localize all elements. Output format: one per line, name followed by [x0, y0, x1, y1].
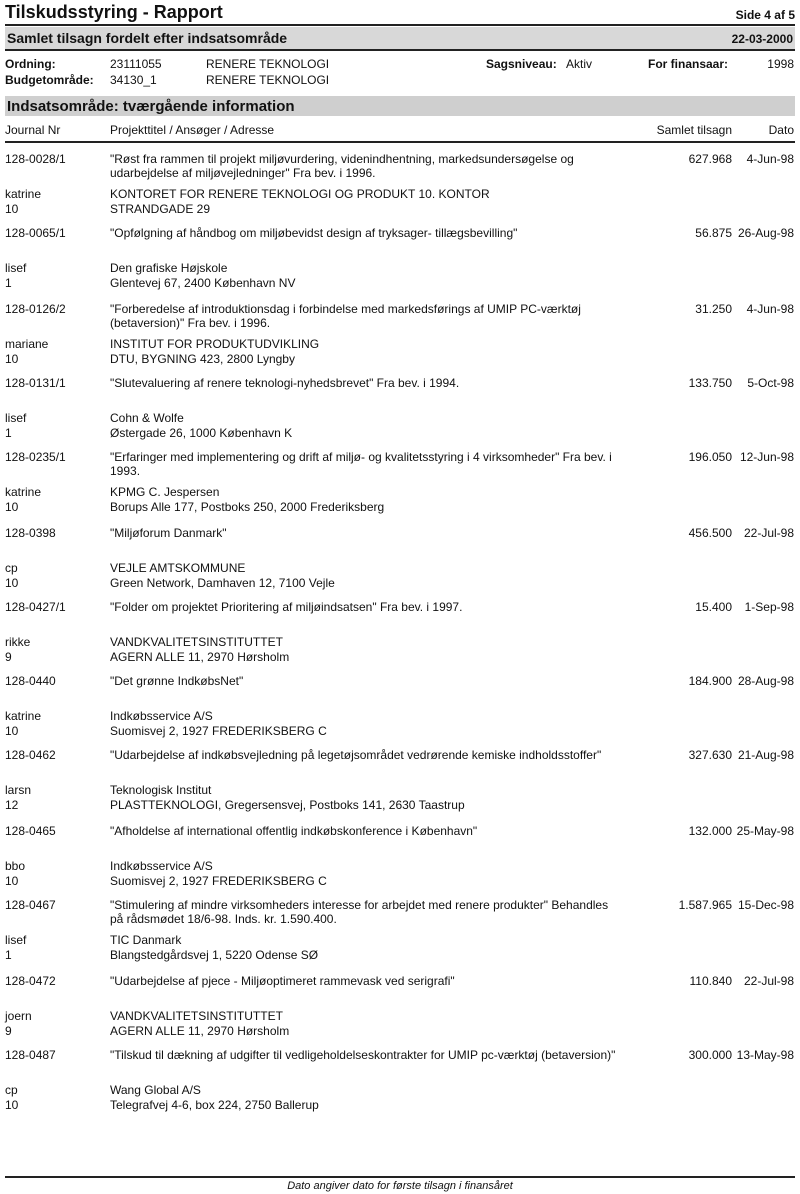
project-title-line-1: "Stimulering af mindre virksomheders interesse for arbejdet med renere produkter" Behandles: [110, 898, 609, 912]
grant-amount: 133.750: [688, 376, 732, 390]
handler-number: 10: [5, 576, 19, 590]
project-title-line-2: (betaversion)" Fra bev. i 1996.: [110, 316, 271, 330]
project-title-line-1: "Afholdelse af international offentlig indkøbskonference i København": [110, 824, 478, 838]
grant-amount: 31.250: [695, 302, 732, 316]
handler-number: 10: [5, 724, 19, 738]
project-title-line-1: "Udarbejdelse af pjece - Miljøoptimeret rammevask ved serigrafi": [110, 974, 455, 988]
journal-number: 128-0467: [5, 898, 56, 912]
project-title: [110, 1048, 635, 1062]
applicant-name: VANDKVALITETSINSTITUTTET: [110, 635, 283, 649]
journal-number: 128-0440: [5, 674, 56, 688]
project-title: [110, 898, 635, 926]
column-divider: [5, 141, 795, 143]
journal-number: 128-0131/1: [5, 376, 66, 390]
ordning-code: 23111055: [110, 57, 162, 71]
report-header: [5, 2, 795, 26]
col-amount: Samlet tilsagn: [656, 123, 732, 137]
project-title: [110, 824, 635, 838]
case-handler: lisef: [5, 933, 27, 947]
page-indicator: Side 4 af 5: [735, 8, 795, 22]
grant-date: 25-May-98: [736, 824, 794, 838]
case-handler: bbo: [5, 859, 26, 873]
project-title-line-1: "Det grønne IndkøbsNet": [110, 674, 244, 688]
handler-number: 1: [5, 426, 12, 440]
grant-date: 4-Jun-98: [746, 152, 794, 166]
budget-label: Budgetområde:: [5, 73, 94, 87]
applicant-name: Wang Global A/S: [110, 1083, 201, 1097]
handler-number: 10: [5, 874, 19, 888]
grant-date: 1-Sep-98: [744, 600, 794, 614]
grant-date: 28-Aug-98: [737, 674, 794, 688]
grant-amount: 456.500: [688, 526, 732, 540]
project-title: [110, 450, 635, 478]
budget-code: 34130_1: [110, 73, 157, 87]
project-title-line-1: "Miljøforum Danmark": [110, 526, 227, 540]
handler-number: 12: [5, 798, 19, 812]
case-handler: cp: [5, 561, 18, 575]
journal-number: 128-0462: [5, 748, 56, 762]
grant-date: 21-Aug-98: [737, 748, 794, 762]
grant-amount: 110.840: [689, 974, 732, 988]
applicant-address: AGERN ALLE 11, 2970 Hørsholm: [110, 650, 290, 664]
handler-number: 9: [5, 1024, 12, 1038]
applicant-name: Indkøbsservice A/S: [110, 859, 213, 873]
handler-number: 10: [5, 202, 19, 216]
handler-number: 10: [5, 1098, 19, 1112]
grant-date: 13-May-98: [736, 1048, 794, 1062]
section-header: [5, 96, 795, 116]
grant-amount: 196.050: [688, 450, 732, 464]
applicant-name: Den grafiske Højskole: [110, 261, 228, 275]
grant-date: 5-Oct-98: [747, 376, 794, 390]
project-title-line-1: "Folder om projektet Prioritering af miljøindsatsen" Fra bev. i 1997.: [110, 600, 463, 614]
journal-number: 128-0126/2: [5, 302, 66, 316]
project-title-line-2: udarbejdelse af miljøvejledninger" Fra bev. i 1996.: [110, 166, 376, 180]
col-project: Projekttitel / Ansøger / Adresse: [110, 123, 275, 137]
budget-name: RENERE TEKNOLOGI: [206, 73, 330, 87]
footer-divider: [5, 1176, 795, 1178]
col-journal: Journal Nr: [5, 123, 61, 137]
grant-date: 22-Jul-98: [743, 526, 794, 540]
applicant-name: Cohn & Wolfe: [110, 411, 184, 425]
case-handler: lisef: [5, 411, 27, 425]
case-handler: mariane: [5, 337, 49, 351]
applicant-name: KPMG C. Jespersen: [110, 485, 220, 499]
footer-note: Dato angiver dato for første tilsagn i finansåret: [287, 1180, 513, 1192]
project-title: [110, 748, 635, 762]
journal-number: 128-0398: [5, 526, 56, 540]
sagsniveau-value: Aktiv: [566, 57, 593, 71]
section-title: Indsatsområde: tværgående information: [7, 98, 295, 115]
grant-amount: 56.875: [695, 226, 732, 240]
project-title-line-2: 1993.: [110, 464, 141, 478]
grant-date: 26-Aug-98: [737, 226, 794, 240]
ordning-name: RENERE TEKNOLOGI: [206, 57, 330, 71]
grant-amount: 300.000: [688, 1048, 732, 1062]
journal-number: 128-0472: [5, 974, 56, 988]
journal-number: 128-0065/1: [5, 226, 66, 240]
applicant-address: Green Network, Damhaven 12, 7100 Vejle: [110, 576, 335, 590]
report-date: 22-03-2000: [731, 32, 793, 46]
project-title: [110, 376, 635, 390]
grant-date: 12-Jun-98: [739, 450, 794, 464]
col-date: Dato: [768, 123, 794, 137]
case-handler: katrine: [5, 485, 42, 499]
case-handler: lisef: [5, 261, 27, 275]
grant-date: 4-Jun-98: [746, 302, 794, 316]
project-title: [110, 302, 635, 330]
grant-amount: 15.400: [695, 600, 732, 614]
applicant-address: PLASTTEKNOLOGI, Gregersensvej, Postboks 141, 2630 Taastrup: [110, 798, 465, 812]
case-handler: cp: [5, 1083, 18, 1097]
project-title-line-1: "Udarbejdelse af indkøbsvejledning på legetøjsområdet vedrørende kemiske indholdsstoffer": [110, 748, 602, 762]
applicant-name: Teknologisk Institut: [110, 783, 212, 797]
applicant-address: STRANDGADE 29: [110, 202, 211, 216]
project-title: [110, 974, 635, 988]
case-handler: joern: [5, 1009, 32, 1023]
project-title: [110, 152, 635, 180]
finansaar-value: 1998: [767, 57, 794, 71]
applicant-address: Borups Alle 177, Postboks 250, 2000 Frederiksberg: [110, 500, 385, 514]
handler-number: 10: [5, 352, 19, 366]
applicant-address: Suomisvej 2, 1927 FREDERIKSBERG C: [110, 874, 327, 888]
project-title: [110, 526, 635, 540]
applicant-address: DTU, BYGNING 423, 2800 Lyngby: [110, 352, 295, 366]
applicant-name: VANDKVALITETSINSTITUTTET: [110, 1009, 283, 1023]
project-title-line-1: "Tilskud til dækning af udgifter til vedligeholdelseskontrakter for UMIP pc-værktøj (betaversion)": [110, 1048, 616, 1062]
applicant-address: Glentevej 67, 2400 København NV: [110, 276, 296, 290]
project-title-line-1: "Røst fra rammen til projekt miljøvurdering, videnindhentning, markedsundersøgelse og: [110, 152, 574, 166]
applicant-address: Østergade 26, 1000 København K: [110, 426, 293, 440]
project-title: [110, 226, 635, 240]
grant-amount: 184.900: [688, 674, 732, 688]
journal-number: 128-0028/1: [5, 152, 66, 166]
journal-number: 128-0427/1: [5, 600, 66, 614]
grant-date: 15-Dec-98: [737, 898, 794, 912]
case-handler: rikke: [5, 635, 31, 649]
report-title: Tilskudsstyring - Rapport: [5, 2, 223, 22]
handler-number: 1: [5, 276, 12, 290]
grant-amount: 327.630: [688, 748, 732, 762]
applicant-address: Blangstedgårdsvej 1, 5220 Odense SØ: [110, 948, 319, 962]
case-handler: katrine: [5, 709, 42, 723]
grant-amount: 627.968: [688, 152, 732, 166]
applicant-address: AGERN ALLE 11, 2970 Hørsholm: [110, 1024, 290, 1038]
project-title-line-2: på rådsmødet 18/6-98. Inds. kr. 1.590.400.: [110, 912, 337, 926]
project-title-line-1: "Erfaringer med implementering og drift af miljø- og kvalitetsstyring i 4 virksomheder" Fra bev. i: [110, 450, 612, 464]
applicant-name: Indkøbsservice A/S: [110, 709, 213, 723]
handler-number: 1: [5, 948, 12, 962]
subheader-title: Samlet tilsagn fordelt efter indsatsområde: [7, 30, 288, 46]
grant-amount: 132.000: [688, 824, 732, 838]
applicant-name: TIC Danmark: [110, 933, 182, 947]
finansaar-label: For finansaar:: [648, 57, 729, 71]
journal-number: 128-0487: [5, 1048, 56, 1062]
project-title: [110, 674, 635, 688]
sagsniveau-label: Sagsniveau:: [486, 57, 557, 71]
project-title-line-1: "Opfølgning af håndbog om miljøbevidst design af tryksager- tillægsbevilling": [110, 226, 518, 240]
grant-amount: 1.587.965: [678, 898, 732, 912]
applicant-name: KONTORET FOR RENERE TEKNOLOGI OG PRODUKT 10. KONTOR: [110, 187, 490, 201]
journal-number: 128-0465: [5, 824, 56, 838]
handler-number: 9: [5, 650, 12, 664]
handler-number: 10: [5, 500, 19, 514]
project-title: [110, 600, 635, 614]
ordning-label: Ordning:: [5, 57, 56, 71]
journal-number: 128-0235/1: [5, 450, 66, 464]
project-title-line-1: "Forberedelse af introduktionsdag i forbindelse med markedsførings af UMIP PC-værktøj: [110, 302, 581, 316]
project-title-line-1: "Slutevaluering af renere teknologi-nyhedsbrevet" Fra bev. i 1994.: [110, 376, 460, 390]
applicant-address: Suomisvej 2, 1927 FREDERIKSBERG C: [110, 724, 327, 738]
report-subheader: [5, 27, 795, 51]
applicant-name: VEJLE AMTSKOMMUNE: [110, 561, 246, 575]
applicant-name: INSTITUT FOR PRODUKTUDVIKLING: [110, 337, 320, 351]
case-handler: larsn: [5, 783, 32, 797]
applicant-address: Telegrafvej 4-6, box 224, 2750 Ballerup: [110, 1098, 319, 1112]
case-handler: katrine: [5, 187, 42, 201]
grant-date: 22-Jul-98: [743, 974, 794, 988]
